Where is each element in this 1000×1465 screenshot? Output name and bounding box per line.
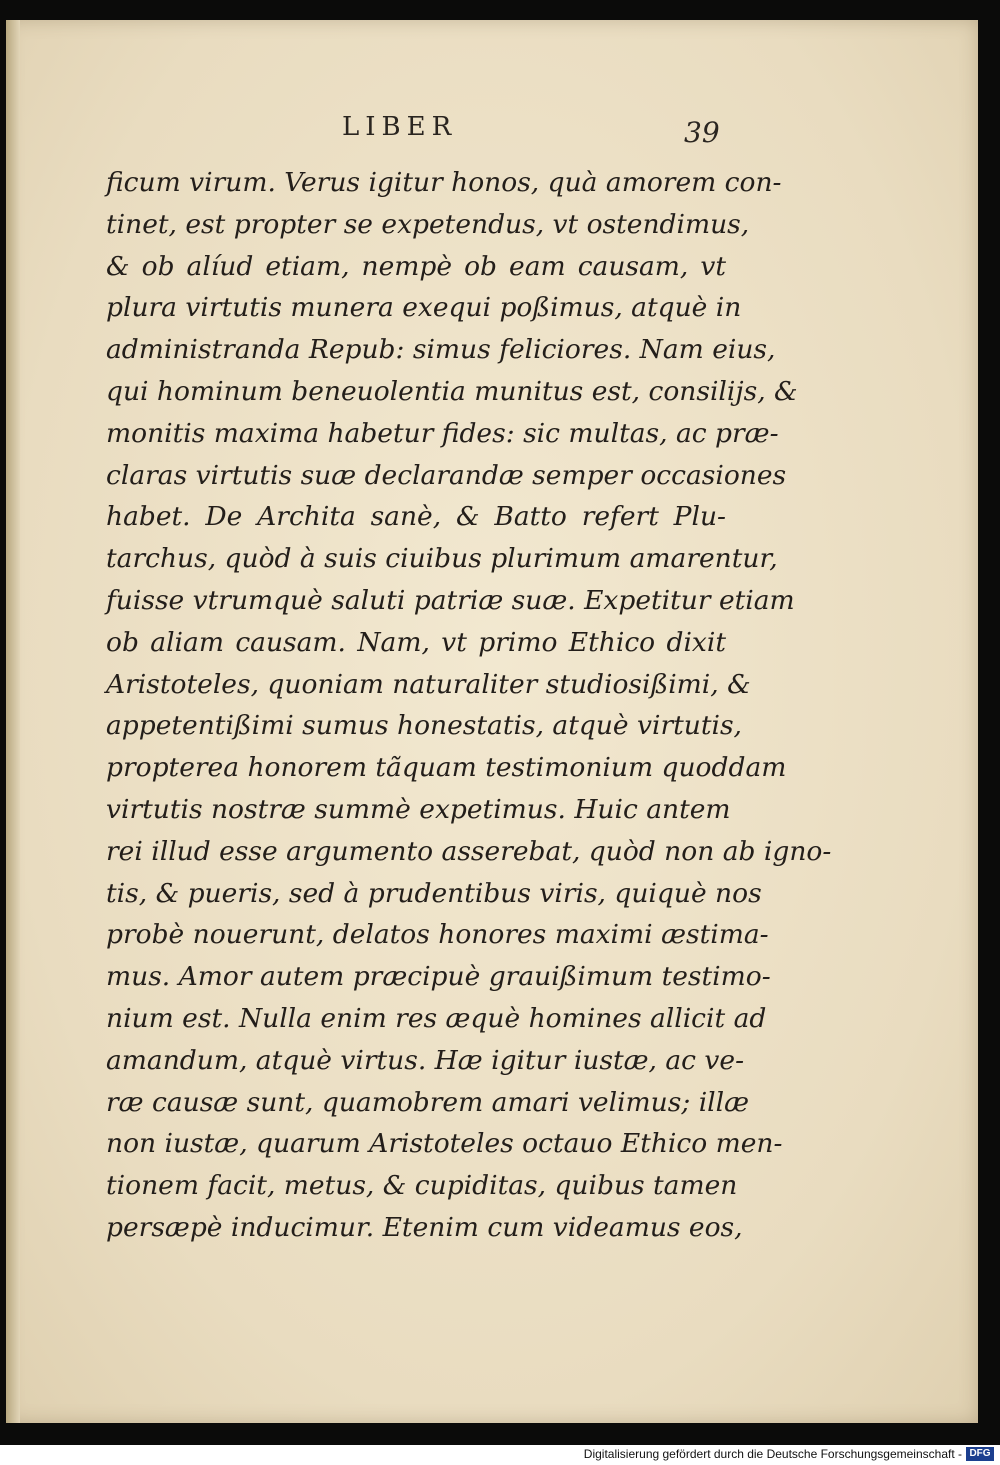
text-line: & ob alíud etiam, nempè ob eam causam, vt bbox=[106, 250, 726, 282]
text-line: habet. De Archita sanè, & Batto refert Plu- bbox=[106, 501, 726, 533]
text-line: ficum virum. Verus igitur honos, quà amorem con- bbox=[106, 167, 782, 198]
text-line: mus. Amor autem præcipuè grauißimum testimo- bbox=[106, 961, 771, 993]
text-line: Aristoteles, quoniam naturaliter studiosißimi, & bbox=[106, 668, 751, 700]
text-line: rei illud esse argumento asserebat, quòd non ab igno- bbox=[106, 835, 832, 867]
text-line: monitis maxima habetur fides: sic multas, ac præ- bbox=[106, 417, 779, 449]
text-line: fuisse vtrumquè saluti patriæ suæ. Expetitur etiam bbox=[106, 584, 795, 616]
text-line: tionem facit, metus, & cupiditas, quibus tamen bbox=[106, 1170, 738, 1202]
text-line: claras virtutis suæ declarandæ semper occasiones bbox=[106, 459, 787, 491]
page-gutter bbox=[6, 20, 20, 1423]
text-line: nium est. Nulla enim res æquè homines allicit ad bbox=[106, 1002, 767, 1034]
text-line: plura virtutis munera exequi poßimus, atquè in bbox=[106, 292, 742, 324]
text-line: appetentißimi sumus honestatis, atquè virtutis, bbox=[106, 710, 742, 742]
text-line: propterea honorem tãquam testimonium quoddam bbox=[106, 752, 787, 784]
text-line: virtutis nostræ summè expetimus. Huic antem bbox=[106, 793, 731, 825]
page-number: 39 bbox=[684, 116, 720, 149]
text-line: tinet, est propter se expetendus, vt ostendimus, bbox=[106, 208, 750, 240]
dfg-logo: DFG bbox=[966, 1447, 994, 1461]
text-line: tis, & pueris, sed à prudentibus viris, quiquè nos bbox=[106, 877, 762, 909]
text-line: qui hominum beneuolentia munitus est, consilijs, & bbox=[106, 375, 798, 407]
text-line: ræ causæ sunt, quamobrem amari velimus; illæ bbox=[106, 1086, 750, 1118]
text-line: amandum, atquè virtus. Hæ igitur iustæ, ac ve- bbox=[106, 1044, 745, 1076]
running-head: LIBER bbox=[342, 112, 458, 142]
body-text bbox=[106, 162, 832, 1249]
text-line: tarchus, quòd à suis ciuibus plurimum amarentur, bbox=[106, 543, 778, 575]
text-line: non iustæ, quarum Aristoteles octauo Ethico men- bbox=[106, 1128, 783, 1160]
text-line: persæpè inducimur. Etenim cum videamus eos, bbox=[106, 1211, 743, 1243]
text-line: ob aliam causam. Nam, vt primo Ethico dixit bbox=[106, 626, 726, 658]
text-line: probè nouerunt, delatos honores maximi æstima- bbox=[106, 919, 769, 951]
digitization-credit: Digitalisierung gefördert durch die Deutsche Forschungsgemeinschaft - bbox=[583, 1447, 962, 1461]
text-line: administranda Repub: simus feliciores. Nam eius, bbox=[106, 334, 776, 366]
